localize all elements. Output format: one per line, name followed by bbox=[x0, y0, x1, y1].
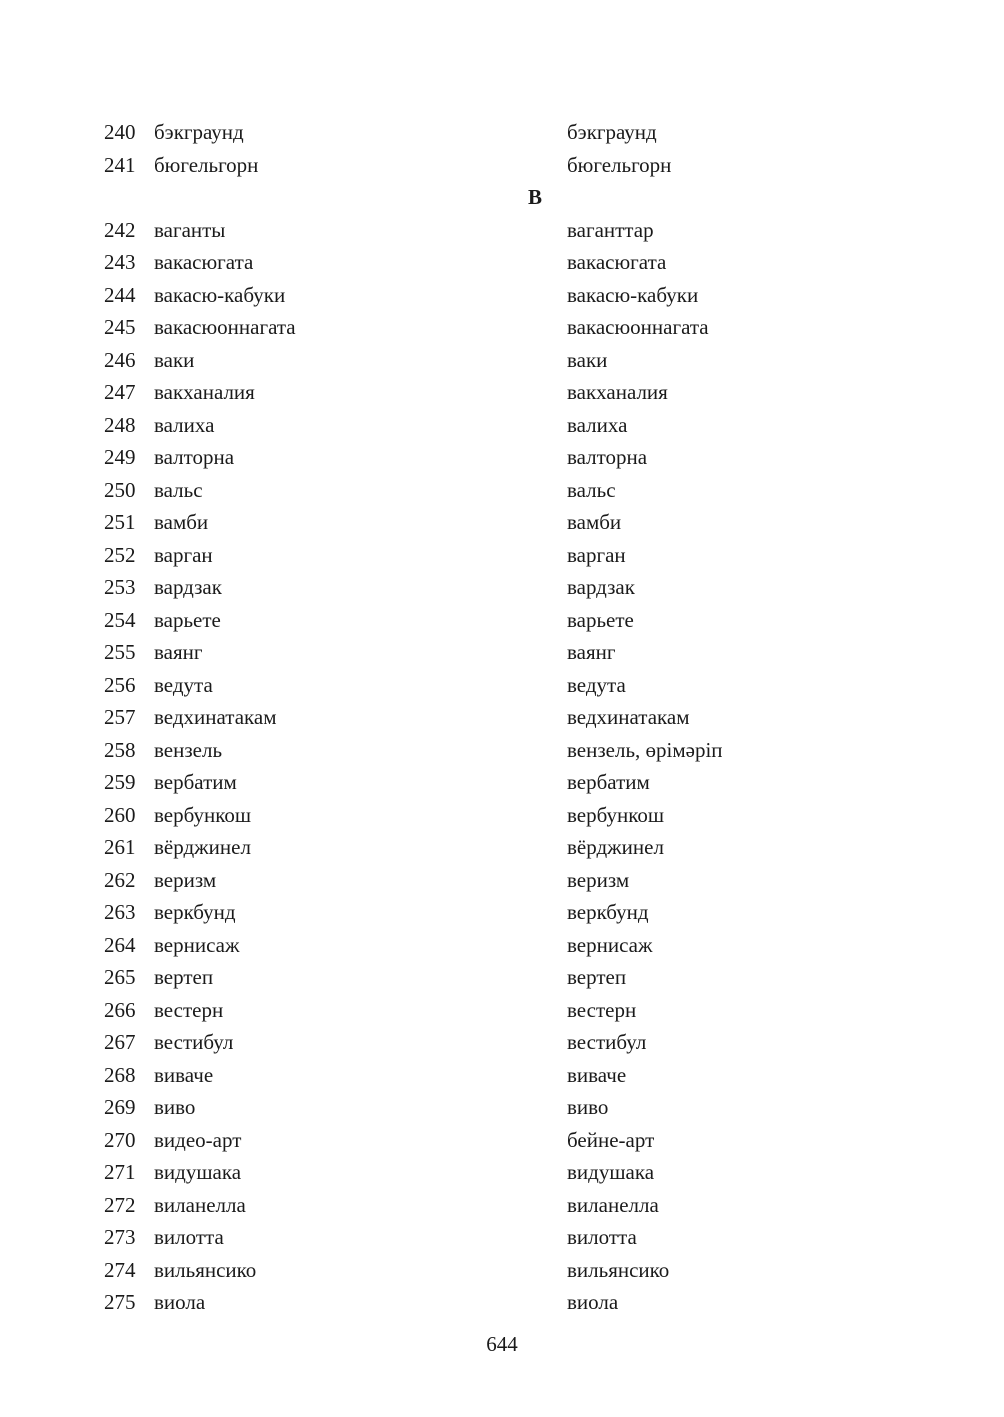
glossary-row bbox=[0, 1124, 1004, 1157]
entry-number: 253 bbox=[104, 575, 136, 599]
entry-translation: ваганттар bbox=[567, 217, 654, 242]
entry-translation: вернисаж bbox=[567, 932, 653, 957]
entry-term: веркбунд bbox=[154, 900, 236, 924]
entry-term: вакханалия bbox=[154, 380, 255, 404]
entry-translation: виола bbox=[567, 1290, 619, 1314]
glossary-row bbox=[0, 279, 1004, 312]
entry-translation: бюгельгорн bbox=[567, 152, 672, 177]
entry-translation: вестерн bbox=[567, 997, 637, 1022]
entry-term: вербункош bbox=[154, 802, 252, 827]
entry-term: виво bbox=[154, 1095, 196, 1119]
glossary-row bbox=[0, 246, 1004, 279]
entry-term: вильянсико bbox=[154, 1257, 257, 1282]
glossary-row bbox=[0, 1156, 1004, 1189]
entry-number: 271 bbox=[104, 1160, 136, 1184]
entry-number: 240 bbox=[104, 120, 136, 144]
entry-translation: вакасю-кабуки bbox=[567, 282, 699, 307]
entry-translation: видушака bbox=[567, 1160, 655, 1184]
entry-translation: валиха bbox=[567, 412, 628, 437]
glossary-row bbox=[0, 766, 1004, 799]
entry-translation: варган bbox=[567, 542, 626, 567]
entry-number: 242 bbox=[104, 217, 136, 242]
entry-translation: вакханалия bbox=[567, 380, 668, 404]
glossary-row bbox=[0, 571, 1004, 604]
entry-term: вербатим bbox=[154, 770, 237, 794]
entry-number: 249 bbox=[104, 445, 136, 469]
entry-term: вестерн bbox=[154, 997, 224, 1022]
entry-term: вилотта bbox=[154, 1225, 224, 1249]
glossary-row bbox=[0, 831, 1004, 864]
glossary-list bbox=[0, 116, 1004, 1319]
entry-term: вернисаж bbox=[154, 932, 240, 957]
entry-term: веризм bbox=[154, 867, 217, 892]
entry-number: 266 bbox=[104, 997, 136, 1022]
entry-number: 264 bbox=[104, 932, 136, 957]
glossary-row bbox=[0, 116, 1004, 149]
entry-translation: ваки bbox=[567, 347, 608, 372]
glossary-row bbox=[0, 799, 1004, 832]
entry-number: 267 bbox=[104, 1030, 136, 1054]
entry-term: бюгельгорн bbox=[154, 152, 259, 177]
entry-number: 259 bbox=[104, 770, 136, 794]
entry-term: ваганты bbox=[154, 217, 226, 242]
entry-number: 247 bbox=[104, 380, 136, 404]
entry-translation: вестибул bbox=[567, 1030, 647, 1054]
entry-number: 273 bbox=[104, 1225, 136, 1249]
entry-number: 262 bbox=[104, 867, 136, 892]
glossary-row bbox=[0, 994, 1004, 1027]
section-letter-heading: В bbox=[527, 185, 542, 209]
entry-translation: вильянсико bbox=[567, 1257, 670, 1282]
glossary-row bbox=[0, 1221, 1004, 1254]
entry-translation: ведута bbox=[567, 672, 626, 697]
glossary-row bbox=[0, 409, 1004, 442]
entry-translation: ведхинатакам bbox=[567, 705, 690, 729]
glossary-row bbox=[0, 506, 1004, 539]
entry-term: видушака bbox=[154, 1160, 242, 1184]
glossary-row bbox=[0, 961, 1004, 994]
entry-translation: вербункош bbox=[567, 802, 665, 827]
glossary-row bbox=[0, 636, 1004, 669]
entry-term: виланелла bbox=[154, 1192, 246, 1217]
entry-number: 263 bbox=[104, 900, 136, 924]
entry-term: варьете bbox=[154, 607, 221, 632]
entry-term: вамби bbox=[154, 510, 209, 534]
glossary-row bbox=[0, 701, 1004, 734]
glossary-row bbox=[0, 734, 1004, 767]
glossary-row bbox=[0, 1189, 1004, 1222]
entry-term: ведхинатакам bbox=[154, 705, 277, 729]
entry-number: 243 bbox=[104, 250, 136, 274]
entry-translation: виваче bbox=[567, 1062, 627, 1087]
entry-translation: виланелла bbox=[567, 1192, 659, 1217]
entry-term: валиха bbox=[154, 412, 215, 437]
glossary-row bbox=[0, 149, 1004, 182]
entry-number: 254 bbox=[104, 607, 136, 632]
entry-number: 252 bbox=[104, 542, 136, 567]
entry-term: вёрджинел bbox=[154, 835, 251, 859]
entry-translation: вербатим bbox=[567, 770, 650, 794]
entry-number: 275 bbox=[104, 1290, 136, 1314]
entry-number: 256 bbox=[104, 672, 136, 697]
glossary-row bbox=[0, 1026, 1004, 1059]
entry-term: ведута bbox=[154, 672, 213, 697]
glossary-row bbox=[0, 864, 1004, 897]
entry-translation: вилотта bbox=[567, 1225, 637, 1249]
glossary-row bbox=[0, 539, 1004, 572]
glossary-row bbox=[0, 1059, 1004, 1092]
entry-number: 265 bbox=[104, 965, 136, 989]
entry-number: 248 bbox=[104, 412, 136, 437]
glossary-row bbox=[0, 441, 1004, 474]
entry-number: 244 bbox=[104, 282, 136, 307]
page-number: 644 bbox=[486, 1332, 518, 1356]
entry-number: 257 bbox=[104, 705, 136, 729]
glossary-row bbox=[0, 1091, 1004, 1124]
entry-term: видео-арт bbox=[154, 1127, 242, 1152]
entry-translation: ваянг bbox=[567, 640, 616, 664]
entry-number: 250 bbox=[104, 477, 136, 502]
entry-number: 255 bbox=[104, 640, 136, 664]
entry-number: 274 bbox=[104, 1257, 136, 1282]
entry-translation: вензель, өрімәріп bbox=[567, 737, 723, 762]
entry-translation: виво bbox=[567, 1095, 609, 1119]
entry-number: 258 bbox=[104, 737, 136, 762]
entry-translation: бейне-арт bbox=[567, 1127, 655, 1152]
entry-translation: вертеп bbox=[567, 965, 627, 989]
entry-term: вестибул bbox=[154, 1030, 234, 1054]
entry-term: бэкграунд bbox=[154, 120, 244, 144]
entry-term: вертеп bbox=[154, 965, 214, 989]
entry-term: вензель bbox=[154, 737, 223, 762]
entry-translation: веризм bbox=[567, 867, 630, 892]
entry-number: 268 bbox=[104, 1062, 136, 1087]
glossary-row bbox=[0, 669, 1004, 702]
entry-term: вакасюгата bbox=[154, 250, 254, 274]
entry-translation: веркбунд bbox=[567, 900, 649, 924]
entry-number: 246 bbox=[104, 347, 136, 372]
entry-term: виваче bbox=[154, 1062, 214, 1087]
glossary-row bbox=[0, 474, 1004, 507]
entry-term: ваянг bbox=[154, 640, 203, 664]
entry-number: 269 bbox=[104, 1095, 136, 1119]
entry-translation: бэкграунд bbox=[567, 120, 657, 144]
entry-translation: вальс bbox=[567, 477, 616, 502]
entry-number: 272 bbox=[104, 1192, 136, 1217]
glossary-row bbox=[0, 344, 1004, 377]
entry-term: вакасюоннагата bbox=[154, 315, 296, 339]
entry-number: 245 bbox=[104, 315, 136, 339]
entry-number: 251 bbox=[104, 510, 136, 534]
entry-term: ваки bbox=[154, 347, 195, 372]
entry-term: вардзак bbox=[154, 575, 222, 599]
entry-translation: вакасюоннагата bbox=[567, 315, 709, 339]
entry-translation: вакасюгата bbox=[567, 250, 667, 274]
entry-term: валторна bbox=[154, 445, 235, 469]
entry-translation: варьете bbox=[567, 607, 634, 632]
entry-translation: вёрджинел bbox=[567, 835, 664, 859]
entry-term: виола bbox=[154, 1290, 206, 1314]
entry-number: 241 bbox=[104, 152, 136, 177]
entry-number: 270 bbox=[104, 1127, 136, 1152]
glossary-row bbox=[0, 929, 1004, 962]
entry-translation: вардзак bbox=[567, 575, 635, 599]
entry-term: вакасю-кабуки bbox=[154, 282, 286, 307]
glossary-row bbox=[0, 311, 1004, 344]
glossary-row bbox=[0, 604, 1004, 637]
entry-number: 260 bbox=[104, 802, 136, 827]
glossary-row bbox=[0, 1254, 1004, 1287]
entry-translation: вамби bbox=[567, 510, 622, 534]
glossary-row bbox=[0, 376, 1004, 409]
glossary-row bbox=[0, 896, 1004, 929]
entry-term: вальс bbox=[154, 477, 203, 502]
entry-number: 261 bbox=[104, 835, 136, 859]
entry-term: варган bbox=[154, 542, 213, 567]
entry-translation: валторна bbox=[567, 445, 648, 469]
glossary-row bbox=[0, 1286, 1004, 1319]
glossary-row bbox=[0, 214, 1004, 247]
